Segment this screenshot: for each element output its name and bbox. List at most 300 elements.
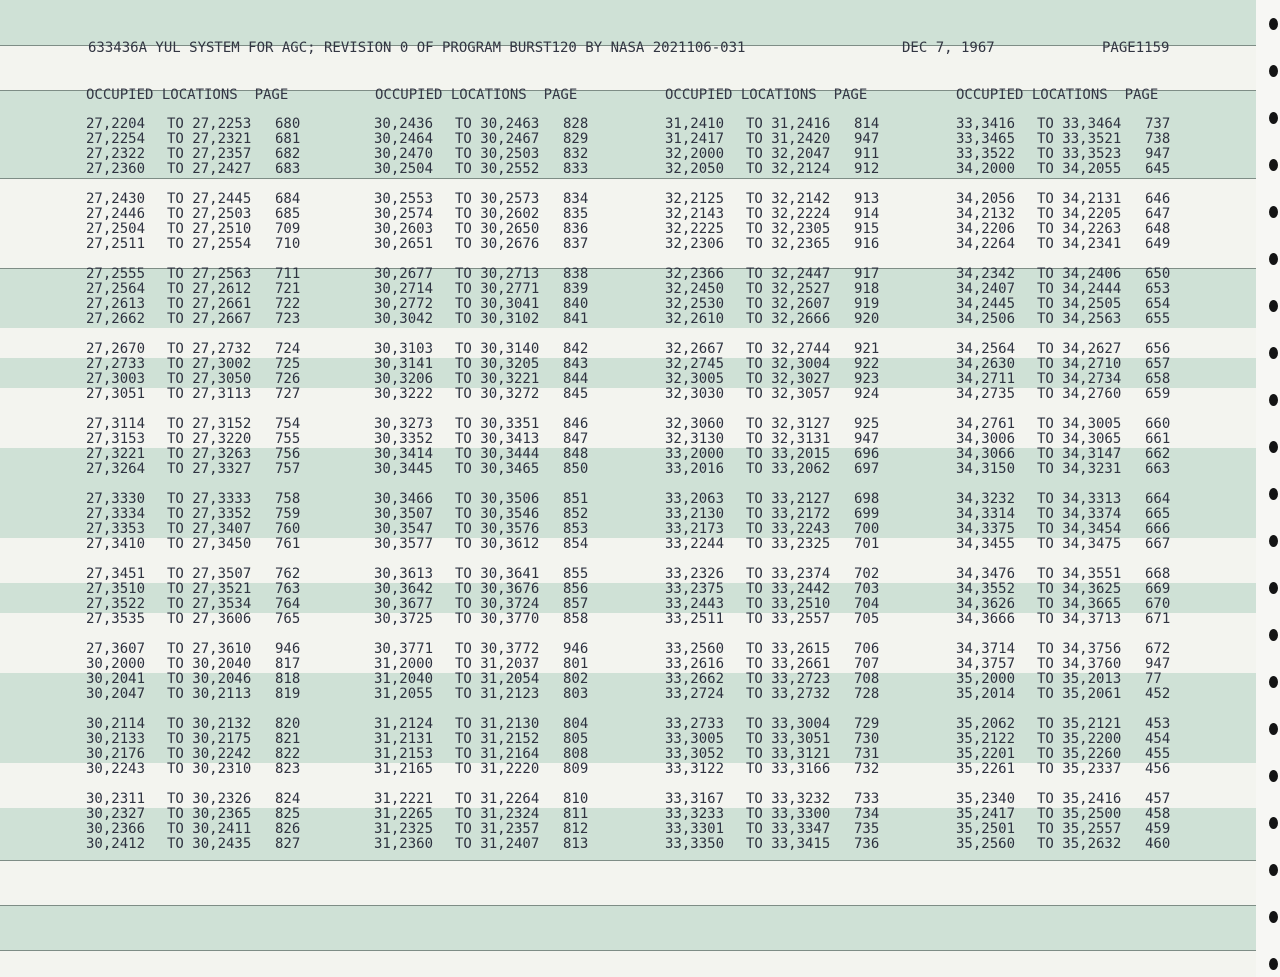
range-end: TO 27,2554 [167, 236, 252, 252]
range-end: TO 31,2152 [455, 731, 540, 747]
page-number: 855 [563, 566, 589, 582]
table-row [665, 357, 895, 372]
range-start: 33,2733 [665, 716, 725, 732]
tractor-hole [1269, 864, 1278, 876]
range-end: TO 35,2632 [1037, 836, 1122, 852]
table-row [374, 657, 604, 672]
page-number: 812 [563, 821, 589, 837]
range-start: 30,3547 [374, 521, 434, 537]
table-row [956, 432, 1186, 447]
range-start: 33,3005 [665, 731, 725, 747]
range-start: 35,2062 [956, 716, 1016, 732]
range-end: TO 34,3475 [1037, 536, 1122, 552]
range-start: 33,2244 [665, 536, 725, 552]
range-end: TO 34,3231 [1037, 461, 1122, 477]
page-number: 839 [563, 281, 589, 297]
page-number: 821 [275, 731, 301, 747]
range-end: TO 32,2142 [746, 191, 831, 207]
range-end: TO 34,2563 [1037, 311, 1122, 327]
range-start: 34,3552 [956, 581, 1016, 597]
page-number: 837 [563, 236, 589, 252]
table-row [86, 432, 316, 447]
table-row [665, 117, 895, 132]
range-end: TO 34,3313 [1037, 491, 1122, 507]
range-end: TO 34,3760 [1037, 656, 1122, 672]
range-end: TO 30,2650 [455, 221, 540, 237]
table-row [374, 357, 604, 372]
table-row [956, 132, 1186, 147]
range-start: 31,2055 [374, 686, 434, 702]
range-start: 27,3264 [86, 461, 146, 477]
range-start: 33,2326 [665, 566, 725, 582]
range-start: 32,3005 [665, 371, 725, 387]
tractor-hole [1269, 112, 1278, 124]
table-row [374, 297, 604, 312]
range-start: 32,2050 [665, 161, 725, 177]
range-start: 30,2000 [86, 656, 146, 672]
range-end: TO 27,3407 [167, 521, 252, 537]
page-number: 838 [563, 266, 589, 282]
page-number: 453 [1145, 716, 1171, 732]
range-start: 34,3314 [956, 506, 1016, 522]
page-number: 454 [1145, 731, 1171, 747]
range-end: TO 32,2607 [746, 296, 831, 312]
table-row [86, 237, 316, 252]
range-end: TO 35,2200 [1037, 731, 1122, 747]
range-start: 33,2511 [665, 611, 725, 627]
page-number: 834 [563, 191, 589, 207]
range-start: 34,2761 [956, 416, 1016, 432]
range-start: 30,2366 [86, 821, 146, 837]
range-end: TO 30,3506 [455, 491, 540, 507]
range-end: TO 32,2744 [746, 341, 831, 357]
range-start: 30,2243 [86, 761, 146, 777]
range-end: TO 32,2447 [746, 266, 831, 282]
range-end: TO 34,2627 [1037, 341, 1122, 357]
range-start: 34,3455 [956, 536, 1016, 552]
range-start: 34,3150 [956, 461, 1016, 477]
page-number: 455 [1145, 746, 1171, 762]
range-end: TO 31,2420 [746, 131, 831, 147]
table-row [956, 762, 1186, 777]
table-row [956, 537, 1186, 552]
range-start: 34,2564 [956, 341, 1016, 357]
page-number: 710 [275, 236, 301, 252]
table-row [86, 657, 316, 672]
range-start: 34,3757 [956, 656, 1016, 672]
range-start: 33,3350 [665, 836, 725, 852]
table-row [956, 222, 1186, 237]
listing-date: DEC 7, 1967 [902, 40, 995, 56]
range-start: 30,3577 [374, 536, 434, 552]
tractor-hole [1269, 206, 1278, 218]
page-number: 705 [854, 611, 880, 627]
page-number: 733 [854, 791, 880, 807]
table-row [86, 147, 316, 162]
table-row [956, 492, 1186, 507]
range-end: TO 30,2676 [455, 236, 540, 252]
page-number: 809 [563, 761, 589, 777]
range-start: 34,2445 [956, 296, 1016, 312]
range-start: 27,2430 [86, 191, 146, 207]
range-start: 32,2366 [665, 266, 725, 282]
range-start: 27,2564 [86, 281, 146, 297]
range-start: 34,2735 [956, 386, 1016, 402]
range-end: TO 32,2124 [746, 161, 831, 177]
range-start: 31,2124 [374, 716, 434, 732]
range-start: 33,3122 [665, 761, 725, 777]
page-number: 921 [854, 341, 880, 357]
table-row [374, 462, 604, 477]
page-number: 648 [1145, 221, 1171, 237]
table-row [665, 807, 895, 822]
range-end: TO 33,3523 [1037, 146, 1122, 162]
range-start: 27,3114 [86, 416, 146, 432]
table-row [665, 387, 895, 402]
range-end: TO 32,3057 [746, 386, 831, 402]
range-end: TO 34,3713 [1037, 611, 1122, 627]
range-start: 33,2616 [665, 656, 725, 672]
range-start: 31,2040 [374, 671, 434, 687]
range-end: TO 34,3065 [1037, 431, 1122, 447]
table-row [374, 537, 604, 552]
range-start: 27,3153 [86, 431, 146, 447]
range-end: TO 30,3413 [455, 431, 540, 447]
range-end: TO 30,3444 [455, 446, 540, 462]
table-row [665, 537, 895, 552]
table-row [374, 237, 604, 252]
page-number: 657 [1145, 356, 1171, 372]
range-start: 34,2206 [956, 221, 1016, 237]
range-start: 30,2574 [374, 206, 434, 222]
range-start: 27,3334 [86, 506, 146, 522]
range-start: 27,3410 [86, 536, 146, 552]
page-number: 666 [1145, 521, 1171, 537]
tractor-hole [1269, 958, 1278, 970]
range-start: 34,3476 [956, 566, 1016, 582]
tractor-hole [1269, 18, 1278, 30]
range-end: TO 34,2205 [1037, 206, 1122, 222]
page-number: 912 [854, 161, 880, 177]
tractor-hole [1269, 488, 1278, 500]
page-number: 738 [1145, 131, 1171, 147]
listing-title: 633436A YUL SYSTEM FOR AGC; REVISION 0 OF PROGRAM BURST120 BY NASA 2021106-031 [88, 40, 746, 56]
range-end: TO 30,3546 [455, 506, 540, 522]
table-row [374, 492, 604, 507]
range-start: 30,3273 [374, 416, 434, 432]
range-start: 32,3030 [665, 386, 725, 402]
table-row [86, 837, 316, 852]
page-number: 459 [1145, 821, 1171, 837]
range-start: 30,3677 [374, 596, 434, 612]
range-start: 35,2000 [956, 671, 1016, 687]
page-number: 835 [563, 206, 589, 222]
range-end: TO 31,2164 [455, 746, 540, 762]
table-row [86, 117, 316, 132]
page-number: 721 [275, 281, 301, 297]
range-start: 30,2714 [374, 281, 434, 297]
page-number: 858 [563, 611, 589, 627]
page-number: 851 [563, 491, 589, 507]
table-row [86, 342, 316, 357]
range-start: 30,2651 [374, 236, 434, 252]
table-row [374, 372, 604, 387]
range-end: TO 27,3534 [167, 596, 252, 612]
page-number: 709 [275, 221, 301, 237]
page-number: 818 [275, 671, 301, 687]
table-row [665, 132, 895, 147]
range-start: 34,2407 [956, 281, 1016, 297]
range-end: TO 30,2467 [455, 131, 540, 147]
page-number: 452 [1145, 686, 1171, 702]
range-end: TO 30,2435 [167, 836, 252, 852]
range-end: TO 34,2734 [1037, 371, 1122, 387]
page-number: 823 [275, 761, 301, 777]
range-start: 30,3352 [374, 431, 434, 447]
range-start: 27,2613 [86, 296, 146, 312]
range-end: TO 34,2341 [1037, 236, 1122, 252]
page-number: 732 [854, 761, 880, 777]
range-end: TO 30,3221 [455, 371, 540, 387]
page-number: 754 [275, 416, 301, 432]
page-number: 850 [563, 461, 589, 477]
table-row [956, 237, 1186, 252]
page-number: 729 [854, 716, 880, 732]
range-start: 33,2000 [665, 446, 725, 462]
range-end: TO 27,3050 [167, 371, 252, 387]
page-number: 819 [275, 686, 301, 702]
range-start: 32,2125 [665, 191, 725, 207]
table-row [665, 642, 895, 657]
page-number: 724 [275, 341, 301, 357]
range-start: 30,3771 [374, 641, 434, 657]
range-start: 35,2501 [956, 821, 1016, 837]
range-end: TO 31,2037 [455, 656, 540, 672]
table-row [86, 222, 316, 237]
table-row [665, 657, 895, 672]
page-number: 856 [563, 581, 589, 597]
range-end: TO 34,2505 [1037, 296, 1122, 312]
page-number: 763 [275, 581, 301, 597]
range-start: 33,2016 [665, 461, 725, 477]
page-number: 757 [275, 461, 301, 477]
range-start: 35,2261 [956, 761, 1016, 777]
page-number: 722 [275, 296, 301, 312]
range-end: TO 32,2305 [746, 221, 831, 237]
range-end: TO 35,2337 [1037, 761, 1122, 777]
range-end: TO 35,2061 [1037, 686, 1122, 702]
range-start: 30,2436 [374, 116, 434, 132]
range-start: 31,2265 [374, 806, 434, 822]
range-end: TO 31,2264 [455, 791, 540, 807]
page-number: 649 [1145, 236, 1171, 252]
range-end: TO 33,2442 [746, 581, 831, 597]
table-row [86, 267, 316, 282]
range-start: 32,2530 [665, 296, 725, 312]
range-start: 33,3416 [956, 116, 1016, 132]
range-end: TO 33,3004 [746, 716, 831, 732]
page-number: 77 [1145, 671, 1162, 687]
table-row [374, 717, 604, 732]
page-number: 668 [1145, 566, 1171, 582]
range-start: 30,2772 [374, 296, 434, 312]
range-end: TO 33,2661 [746, 656, 831, 672]
range-start: 35,2560 [956, 836, 1016, 852]
table-row [665, 597, 895, 612]
page-number: 802 [563, 671, 589, 687]
page-number: 756 [275, 446, 301, 462]
table-row [374, 207, 604, 222]
page-number: 658 [1145, 371, 1171, 387]
table-row [374, 612, 604, 627]
page-number: 659 [1145, 386, 1171, 402]
page-number: 765 [275, 611, 301, 627]
table-row [665, 717, 895, 732]
table-row [665, 687, 895, 702]
table-row [374, 687, 604, 702]
table-row [86, 462, 316, 477]
range-start: 31,2000 [374, 656, 434, 672]
range-end: TO 30,3772 [455, 641, 540, 657]
range-end: TO 33,2127 [746, 491, 831, 507]
page-number: 669 [1145, 581, 1171, 597]
range-end: TO 32,2224 [746, 206, 831, 222]
table-row [86, 312, 316, 327]
range-end: TO 27,2563 [167, 266, 252, 282]
table-row [86, 357, 316, 372]
range-end: TO 27,3450 [167, 536, 252, 552]
range-start: 30,3642 [374, 581, 434, 597]
page-number: 761 [275, 536, 301, 552]
range-end: TO 32,3131 [746, 431, 831, 447]
range-start: 34,3666 [956, 611, 1016, 627]
range-start: 27,3510 [86, 581, 146, 597]
range-start: 30,3507 [374, 506, 434, 522]
table-row [665, 747, 895, 762]
range-end: TO 33,3121 [746, 746, 831, 762]
range-start: 30,3206 [374, 371, 434, 387]
page-number: 646 [1145, 191, 1171, 207]
range-start: 27,2254 [86, 131, 146, 147]
range-end: TO 32,2365 [746, 236, 831, 252]
range-start: 30,2114 [86, 716, 146, 732]
page-number: 681 [275, 131, 301, 147]
range-end: TO 27,2661 [167, 296, 252, 312]
range-end: TO 34,2055 [1037, 161, 1122, 177]
page-number: 836 [563, 221, 589, 237]
page-number: 726 [275, 371, 301, 387]
range-end: TO 30,3770 [455, 611, 540, 627]
tractor-hole [1269, 770, 1278, 782]
page-number: 833 [563, 161, 589, 177]
tractor-hole [1269, 911, 1278, 923]
band [0, 905, 1256, 950]
table-row [956, 342, 1186, 357]
table-row [86, 417, 316, 432]
range-end: TO 30,2552 [455, 161, 540, 177]
range-end: TO 30,2242 [167, 746, 252, 762]
table-row [86, 687, 316, 702]
tractor-hole [1269, 159, 1278, 171]
page-number: 946 [275, 641, 301, 657]
band [0, 860, 1256, 905]
column-header: OCCUPIED LOCATIONS PAGE [375, 87, 578, 103]
table-row [86, 537, 316, 552]
range-end: TO 31,2407 [455, 836, 540, 852]
page-number: 730 [854, 731, 880, 747]
page-number: 680 [275, 116, 301, 132]
page-number: 764 [275, 596, 301, 612]
range-start: 35,2417 [956, 806, 1016, 822]
range-end: TO 30,3272 [455, 386, 540, 402]
page-number: 460 [1145, 836, 1171, 852]
table-row [374, 747, 604, 762]
page-number: 699 [854, 506, 880, 522]
range-start: 27,3522 [86, 596, 146, 612]
tractor-hole [1269, 817, 1278, 829]
table-row [374, 792, 604, 807]
range-end: TO 30,2046 [167, 671, 252, 687]
range-start: 30,2553 [374, 191, 434, 207]
range-end: TO 34,2263 [1037, 221, 1122, 237]
table-row [665, 282, 895, 297]
table-row [374, 282, 604, 297]
page-number: 857 [563, 596, 589, 612]
tractor-hole [1269, 582, 1278, 594]
range-start: 35,2201 [956, 746, 1016, 762]
page-number: 696 [854, 446, 880, 462]
table-row [374, 222, 604, 237]
band [0, 950, 1256, 977]
range-start: 34,3375 [956, 521, 1016, 537]
page-number: 840 [563, 296, 589, 312]
page-number: 827 [275, 836, 301, 852]
range-start: 35,2122 [956, 731, 1016, 747]
range-start: 32,3130 [665, 431, 725, 447]
table-row [86, 192, 316, 207]
range-end: TO 27,2667 [167, 311, 252, 327]
page-number: 682 [275, 146, 301, 162]
range-start: 32,2306 [665, 236, 725, 252]
page-number: 711 [275, 266, 301, 282]
table-row [374, 582, 604, 597]
range-end: TO 33,3300 [746, 806, 831, 822]
range-end: TO 27,3113 [167, 386, 252, 402]
page-number: 703 [854, 581, 880, 597]
range-end: TO 35,2260 [1037, 746, 1122, 762]
range-end: TO 31,2054 [455, 671, 540, 687]
rule-line [0, 860, 1256, 861]
table-row [665, 837, 895, 852]
page-number: 685 [275, 206, 301, 222]
range-start: 33,2443 [665, 596, 725, 612]
page-number: 924 [854, 386, 880, 402]
range-end: TO 33,2723 [746, 671, 831, 687]
page-number: 759 [275, 506, 301, 522]
range-start: 27,3051 [86, 386, 146, 402]
range-end: TO 27,3333 [167, 491, 252, 507]
page-number: 829 [563, 131, 589, 147]
page-number: 683 [275, 161, 301, 177]
range-end: TO 30,2326 [167, 791, 252, 807]
page-number: 824 [275, 791, 301, 807]
range-end: TO 33,3415 [746, 836, 831, 852]
range-end: TO 33,3166 [746, 761, 831, 777]
page-number: 762 [275, 566, 301, 582]
page-number: 734 [854, 806, 880, 822]
page-number: 917 [854, 266, 880, 282]
table-row [374, 147, 604, 162]
